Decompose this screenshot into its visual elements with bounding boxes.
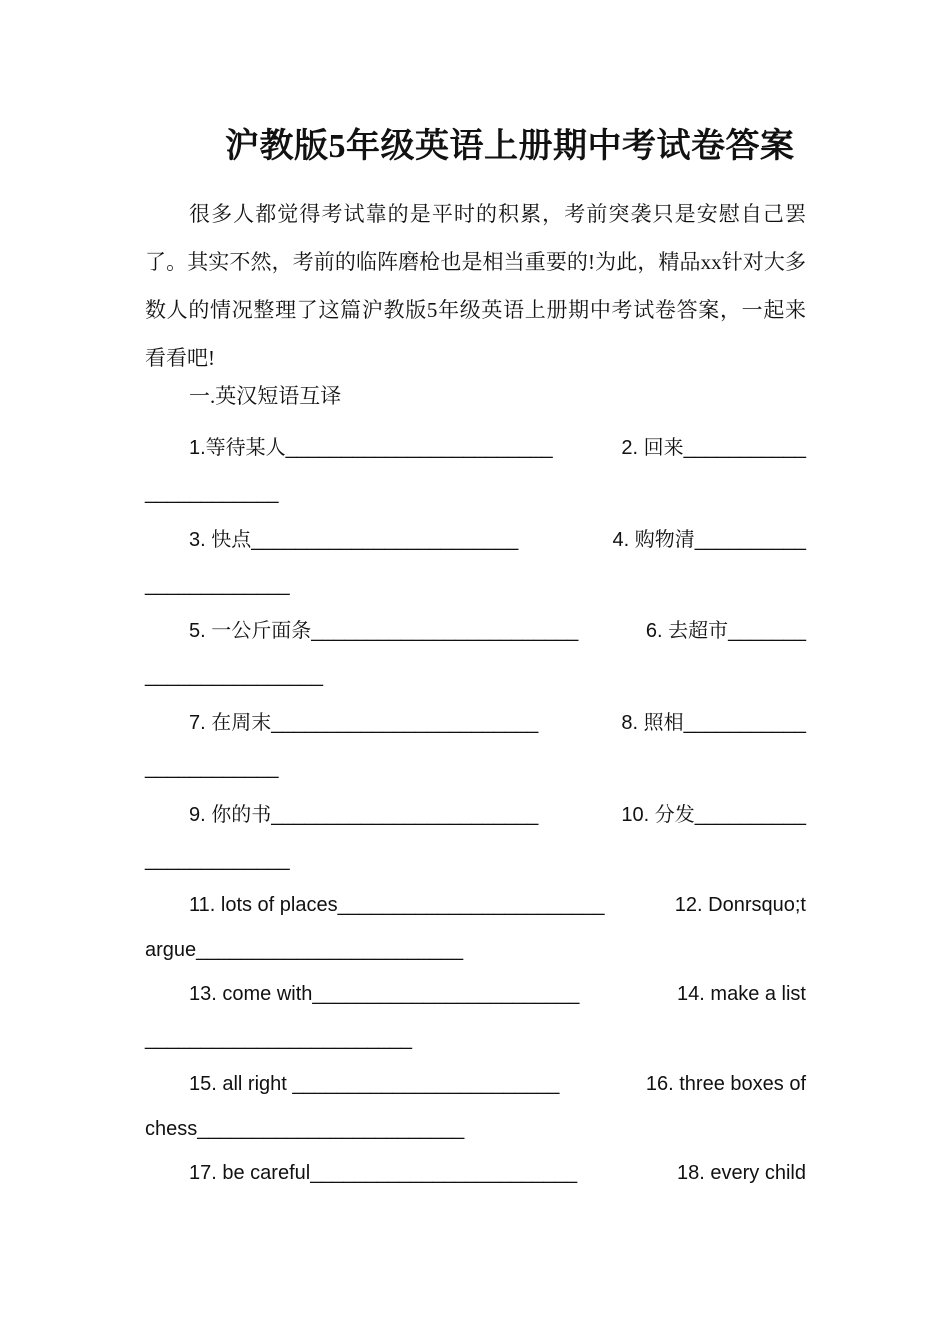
exercise-right: 14. make a list: [677, 983, 806, 1005]
exercise-continuation: chess________________________: [145, 1118, 465, 1140]
exercise-left: 11. lots of places________________________: [189, 894, 605, 916]
exercise-right: 16. three boxes of: [645, 1073, 806, 1095]
exercise-right: 18. every child: [677, 1162, 806, 1184]
exercise-item: [145, 793, 806, 883]
exercise-continuation: ________________: [145, 665, 323, 687]
exercise-right: 12. Donrsquo;t: [674, 894, 806, 916]
exercise-left: 15. all right ________________________: [189, 1073, 560, 1095]
exercise-left: 13. come with________________________: [189, 983, 580, 1005]
intro-paragraph: 很多人都觉得考试靠的是平时的积累，考前突袭只是安慰自己罢了。其实不然，考前的临阵磨枪也是相当重要的!为此，精品xx针对大多数人的情况整理了这篇沪教版5年级英语上册期中考试卷答案，一起来看看吧!: [145, 202, 806, 370]
exercise-item: [145, 609, 806, 699]
exercise-left: 5. 一公斤面条________________________: [189, 620, 579, 642]
exercise-right: 8. 照相___________: [621, 712, 806, 734]
exercise-continuation: ____________: [145, 482, 279, 504]
exercise-item: [145, 1151, 806, 1196]
exercise-item: [145, 1062, 806, 1152]
exercise-continuation: ____________: [145, 757, 279, 779]
exercise-item: [145, 972, 806, 1062]
exercise-left: 9. 你的书________________________: [189, 804, 539, 826]
exercise-continuation: _____________: [145, 849, 290, 871]
exercise-continuation: argue________________________: [145, 939, 464, 961]
exercise-continuation: _____________: [145, 574, 290, 596]
exercise-right: 2. 回来___________: [621, 437, 806, 459]
exercise-left: 17. be careful________________________: [189, 1162, 578, 1184]
exercise-item: [145, 883, 806, 973]
exercise-item: [145, 701, 806, 791]
exercise-right: 10. 分发__________: [621, 804, 806, 826]
exercise-continuation: ________________________: [145, 1028, 412, 1050]
exercise-left: 3. 快点________________________: [189, 529, 519, 551]
exercise-item: [145, 518, 806, 608]
document-title: 沪教版5年级英语上册期中考试卷答案: [225, 128, 795, 165]
section-heading: 一.英汉短语互译: [189, 384, 342, 408]
exercise-left: 1.等待某人________________________: [189, 437, 553, 459]
exercise-right: 4. 购物清__________: [612, 529, 806, 551]
exercise-item: [145, 426, 806, 516]
exercise-right: 6. 去超市_______: [645, 620, 806, 642]
exercise-left: 7. 在周末________________________: [189, 712, 539, 734]
